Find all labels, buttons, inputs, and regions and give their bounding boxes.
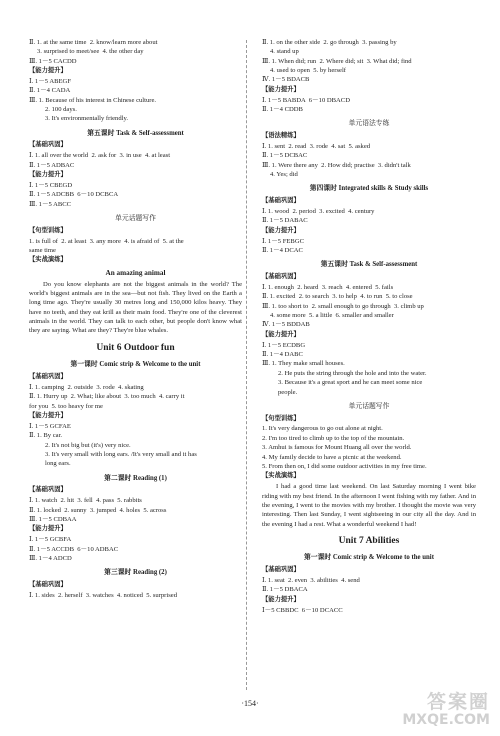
answer-line: 2. 100 days. (45, 106, 77, 114)
lesson-title: 第一课时 Comic strip & Welcome to the unit (304, 554, 434, 562)
section-label: 【能力提升】 (262, 226, 300, 234)
section-title: 单元语法专练 (348, 119, 390, 128)
answer-line: Ⅱ. 1. Hurry up 2. What; like about 3. too much 4. carry it (29, 393, 185, 401)
answer-line: Ⅱ. 1. at the same time 2. know/learn more about (29, 39, 158, 46)
answer-line: Ⅰ. 1－5 CBEGD (29, 182, 73, 190)
section-title: 单元话题写作 (115, 214, 156, 223)
answer-line: 4. used to open 5. by herself (270, 67, 346, 75)
section-title: 单元话题写作 (348, 401, 390, 410)
lesson-title: 第一课时 Comic strip & Welcome to the unit (70, 361, 201, 369)
answer-line: Ⅰ. 1－5 ABEGF (29, 78, 71, 86)
section-label: 【基础巩固】 (29, 486, 67, 494)
lesson-title: 第二课时 Reading (1) (104, 474, 167, 482)
answer-line: Ⅰ. 1. watch 2. hit 3. fell 4. pass 5. rabbits (29, 497, 142, 505)
section-label: 【基础巩固】 (262, 273, 300, 281)
lesson-title: 第五课时 Task & Self-assessment (320, 261, 418, 269)
answer-line: 3. It's very small with long ears. /It's very small and it has (45, 450, 197, 458)
left-column (29, 38, 242, 600)
section-label: 【能力提升】 (29, 67, 67, 75)
answer-line: Ⅰ. 1. sent 2. read 3. rode 4. sat 5. asked (262, 143, 371, 151)
answer-line: Ⅲ. 1. Were there any 2. How did; practise 3. didn't talk (262, 161, 411, 169)
answer-line: 1. It's very dangerous to go out alone at night. (262, 425, 383, 433)
answer-line: 3. Amhui is famous for Mount Huang all over the world. (262, 444, 412, 452)
section-label: 【基础巩固】 (29, 580, 67, 588)
answer-line: Ⅲ. 1. They make small houses. (262, 360, 345, 368)
answer-line: same time (29, 247, 56, 255)
answer-line: Ⅱ. 1－4 DABC (262, 351, 303, 359)
answer-line: Ⅱ. 1. By car. (29, 432, 63, 440)
section-label: 【句型训练】 (262, 414, 300, 422)
answer-line: people. (278, 388, 298, 396)
lesson-title: 第三课时 Reading (2) (104, 569, 167, 577)
answer-line: 1. is full of 2. at least 3. any more 4. is afraid of 5. at the (29, 237, 184, 245)
answer-line: Ⅲ. 1. Because of his interest in Chinese culture. (29, 96, 157, 104)
answer-line: Ⅲ. 1. When did; run 2. Where did; sit 3. What did; find (262, 57, 412, 65)
essay-paragraph: I had a good time last weekend. On last Saturday morning I went bike riding with my best friend. In the afternoon I went fishing with my father. And in the evening, I went to the movies with my brother. I thought the movie was very interesting. Then last Sunday, I went sightseeing in our city all the day. And in the evening I had a rest. What a wonderful weekend I had! (262, 483, 476, 528)
answer-line: 2. It's not big but (it's) very nice. (45, 441, 131, 449)
answer-line: Ⅰ. 1－5 GCFAE (29, 422, 71, 430)
answer-line: for you 5. too heavy for me (29, 402, 103, 410)
answer-line: 3. surprised to meet/see 4. the other day (37, 48, 144, 56)
answer-line: Ⅲ. 1－5 CACDD (29, 57, 77, 65)
answer-line: long ears. (45, 460, 71, 468)
answer-line: Ⅳ. 1－5 BDDAB (262, 321, 310, 329)
section-label: 【能力提升】 (262, 330, 300, 338)
answer-line: Ⅲ. 1－4 ADCD (29, 554, 72, 562)
answer-line: Ⅱ. 1－5 ADBAC (29, 161, 75, 169)
answer-line: Ⅱ. 1. excited 2. to search 3. to help 4. to run 5. to close (262, 293, 413, 301)
answer-line: Ⅰ. 1－5 GCBFA (29, 536, 72, 544)
section-label: 【能力提升】 (29, 411, 67, 419)
answer-line: Ⅱ. 1－5 ADCBB 6－10 DCBCA (29, 191, 119, 199)
section-label: 【能力提升】 (29, 171, 67, 179)
answer-line: Ⅱ. 1. locked 2. sunny 3. jumped 4. holes 5. across (29, 506, 167, 514)
section-label: 【能力提升】 (29, 525, 67, 533)
answer-line: 2. He puts the string through the hole and into the water. (278, 369, 427, 377)
answer-line: 4. some more 5. a little 6. smaller and smaller (270, 312, 394, 320)
answer-line: Ⅱ. 1－5 ACCDB 6－10 ADBAC (29, 545, 119, 553)
answer-line: Ⅱ. 1－4 CDDB (262, 106, 303, 114)
answer-line: Ⅲ. 1－5 CDBAA (29, 515, 77, 523)
answer-line: Ⅲ. 1. too short to 2. small enough to go through 3. climb up (262, 302, 424, 310)
answer-line: Ⅰ. 1－5 ECDBG (262, 341, 306, 349)
section-label: 【基础巩固】 (262, 566, 300, 574)
answer-line: Ⅰ. 1. wood 2. period 3. excited 4. century (262, 208, 375, 216)
section-label: 【能力提升】 (262, 595, 300, 603)
watermark-logo (402, 693, 490, 728)
watermark-text: 答案圈 (426, 691, 490, 714)
answer-line: Ⅱ. 1. on the other side 2. go through 3. passing by (262, 39, 397, 46)
lesson-title: 第四课时 Integrated skills & Study skills (309, 185, 429, 193)
answer-line: Ⅰ. 1. enough 2. heard 3. reach 4. entered 5. fails (262, 284, 394, 291)
answer-line: Ⅱ. 1－4 DCAC (262, 247, 303, 255)
answer-line: Ⅲ. 1－5 ABCC (29, 200, 72, 208)
right-column (262, 38, 476, 615)
answer-line: 4. My family decide to have a picnic at the weekend. (262, 453, 402, 461)
answer-line: 4. Yes; did (270, 171, 298, 179)
answer-line: Ⅱ. 1－4 CADA (29, 87, 71, 95)
answer-line: Ⅱ. 1－5 DCBAC (262, 152, 308, 160)
section-label: 【基础巩固】 (29, 141, 67, 149)
answer-line: 4. stand up (270, 48, 299, 56)
answer-line: Ⅱ. 1－5 DBACA (262, 586, 308, 594)
essay-title: An amazing animal (105, 269, 166, 278)
section-label: 【基础巩固】 (29, 372, 67, 380)
watermark-url: MXQE.COM (402, 712, 490, 729)
answer-line: 3. Because it's a great sport and he can meet some nice (278, 379, 423, 387)
answer-line: 5. From then on, I did some outdoor activities in my free time. (262, 462, 427, 470)
page-number: ·154· (241, 699, 259, 708)
section-label: 【实战演练】 (262, 472, 300, 480)
section-label: 【能力提升】 (262, 85, 300, 93)
answer-line: 2. I'm too tired to climb up to the top of the mountain. (262, 434, 405, 442)
lesson-title: 第五课时 Task & Self-assessment (87, 129, 184, 137)
answer-line: Ⅰ. 1. camping 2. outside 3. rode 4. skating (29, 383, 144, 391)
answer-line: Ⅰ. 1. all over the world 2. ask for 3. in use 4. at least (29, 152, 171, 160)
section-label: 【语法精练】 (262, 132, 300, 140)
answer-line: 3. It's environmentally friendly. (45, 115, 128, 123)
section-label: 【实战演练】 (29, 256, 67, 264)
answer-line: Ⅰ. 1－5 FEBGC (262, 237, 304, 245)
section-label: 【基础巩固】 (262, 197, 300, 205)
essay-paragraph: Do you know elephants are not the biggest animals in the world? The world's biggest animals are in the sea—but not fish. They lived on the Earth a long time ago. They're usually 30 metres long and 150,000 kilos heavy. They have no teeth, and they eat krill as their main food. They're one of the cleverest animals in the world. They can talk to each other, but people don't know what they are saying. What are they? They're blue whales. (29, 280, 242, 335)
answer-line: Ⅰ. 1－5 BABDA 6－10 DBACD (262, 96, 350, 104)
answer-line: Ⅱ. 1－5 DABAC (262, 217, 308, 225)
answer-line: Ⅰ－5 CBBDC 6－10 DCACC (262, 606, 343, 614)
answer-line: Ⅳ. 1－5 BDACB (262, 76, 310, 84)
unit-title: Unit 6 Outdoor fun (96, 342, 175, 353)
answer-line: Ⅰ. 1. seat 2. even 3. abilities 4. send (262, 577, 360, 585)
answer-line: Ⅰ. 1. sides 2. herself 3. watches 4. noticed 5. surprised (29, 591, 178, 599)
unit-title: Unit 7 Abilities (338, 536, 400, 546)
column-divider (246, 40, 247, 690)
section-label: 【句型训练】 (29, 226, 67, 234)
